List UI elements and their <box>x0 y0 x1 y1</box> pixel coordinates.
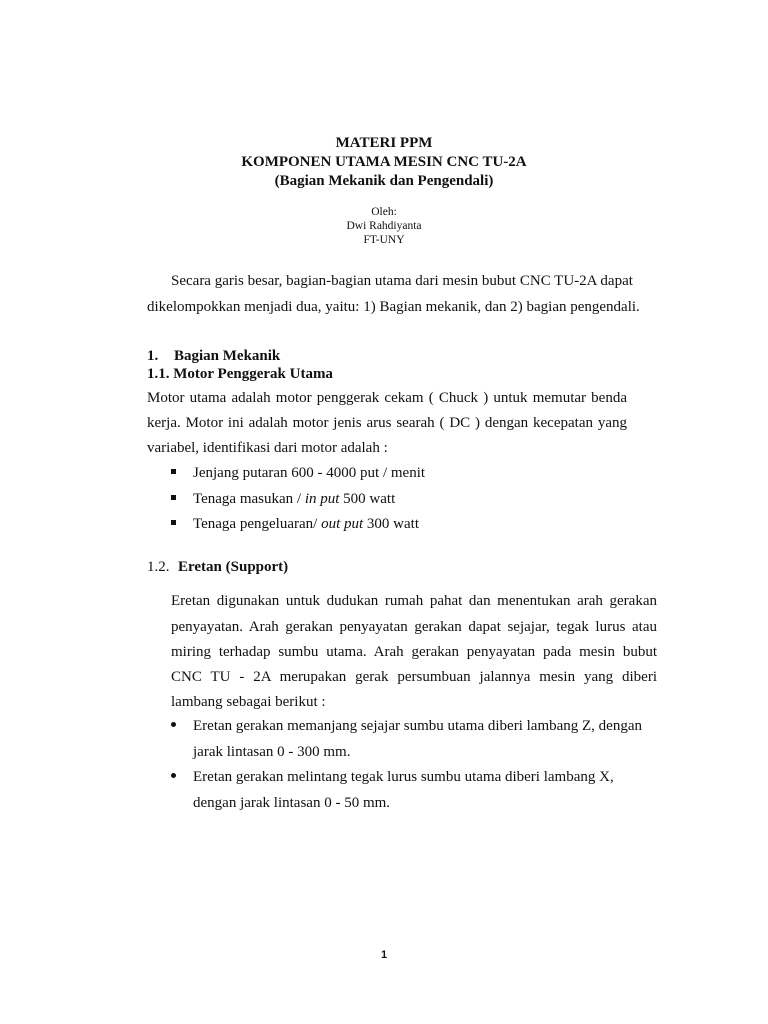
subsection-heading-motor: 1.1. Motor Penggerak Utama <box>147 366 333 382</box>
motor-para-line-2: kerja. Motor ini adalah motor jenis arus searah ( DC ) dengan kecepatan yang <box>147 415 627 431</box>
motor-spec-italic: in put <box>304 491 340 507</box>
square-bullet-icon <box>171 469 176 474</box>
round-bullet-icon <box>171 773 176 778</box>
eretan-para-line-2: penyayatan. Arah gerakan penyayatan gerakan dapat sejajar, tegak lurus atau <box>171 619 657 635</box>
section-number: 1. <box>147 348 159 364</box>
intro-line-1: Secara garis besar, bagian-bagian utama dari mesin bubut CNC TU-2A dapat <box>171 273 633 289</box>
motor-spec-text: 500 watt <box>339 491 396 507</box>
eretan-x-line-2: dengan jarak lintasan 0 - 50 mm. <box>193 795 391 811</box>
eretan-para-line-3: miring terhadap sumbu utama. Arah gerakan penyayatan pada mesin bubut <box>171 644 657 660</box>
motor-spec-item <box>193 464 425 482</box>
eretan-x-line-1: Eretan gerakan melintang tegak lurus sumbu utama diberi lambang X, <box>193 769 614 785</box>
doc-title-komponen: KOMPONEN UTAMA MESIN CNC TU-2A <box>241 154 527 170</box>
round-bullet-icon <box>171 722 176 727</box>
oleh-label: Oleh: <box>371 206 397 218</box>
doc-title-materi: MATERI PPM <box>335 135 433 151</box>
motor-spec-item <box>193 490 395 508</box>
subsection-number-eretan: 1.2. <box>147 559 170 575</box>
eretan-para-line-5: lambang sebagai berikut : <box>171 694 326 710</box>
page-number: 1 <box>380 949 388 961</box>
eretan-z-line-1: Eretan gerakan memanjang sejajar sumbu utama diberi lambang Z, dengan <box>193 718 642 734</box>
motor-spec-italic: out put <box>321 516 364 532</box>
motor-spec-text: Tenaga pengeluaran/ <box>193 516 322 532</box>
motor-spec-text: 300 watt <box>363 516 419 532</box>
subsection-heading-eretan: Eretan (Support) <box>178 559 289 575</box>
author-name: Dwi Rahdiyanta <box>346 220 422 232</box>
doc-subtitle: (Bagian Mekanik dan Pengendali) <box>274 173 494 189</box>
section-heading: Bagian Mekanik <box>174 348 281 364</box>
eretan-para-line-1: Eretan digunakan untuk dudukan rumah pahat dan menentukan arah gerakan <box>171 593 657 609</box>
intro-line-2: dikelompokkan menjadi dua, yaitu: 1) Bagian mekanik, dan 2) bagian pengendali. <box>147 299 640 315</box>
motor-para-line-1: Motor utama adalah motor penggerak cekam ( Chuck ) untuk memutar benda <box>147 390 627 406</box>
author-affiliation: FT-UNY <box>363 234 405 246</box>
motor-spec-text: Tenaga masukan / <box>193 491 305 507</box>
square-bullet-icon <box>171 520 176 525</box>
motor-para-line-3: variabel, identifikasi dari motor adalah : <box>147 440 388 456</box>
motor-spec-item <box>193 515 419 533</box>
eretan-para-line-4: CNC TU - 2A merupakan gerak persumbuan jalannya mesin yang diberi <box>171 669 657 685</box>
eretan-z-line-2: jarak lintasan 0 - 300 mm. <box>193 744 351 760</box>
square-bullet-icon <box>171 495 176 500</box>
motor-spec-text: Jenjang putaran 600 - 4000 put / menit <box>193 465 426 481</box>
